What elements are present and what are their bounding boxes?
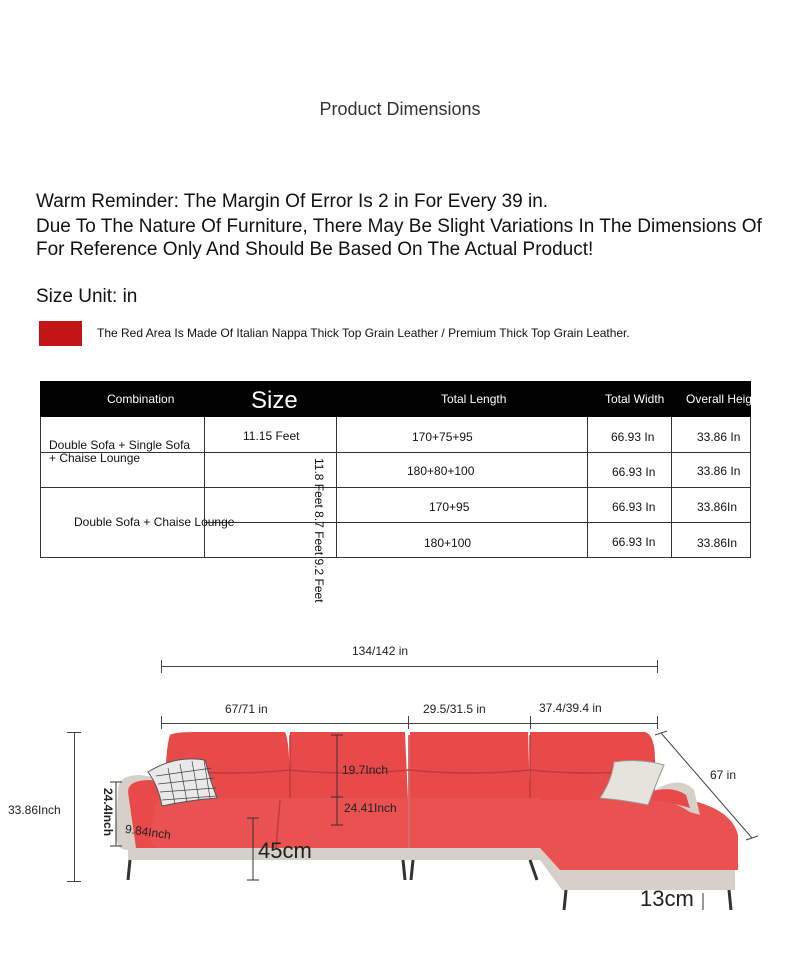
- backrest-3: [410, 732, 530, 800]
- header-total-length: Total Length: [441, 392, 507, 406]
- dim-overall-height: 33.86Inch: [8, 803, 61, 817]
- dim-seat-height: 24.41Inch: [344, 801, 397, 815]
- dim-tick: [408, 716, 409, 729]
- dim-chaise-seat: 37.4/39.4 in: [539, 701, 602, 715]
- table-cell-length: 170+95: [429, 500, 470, 514]
- dim-double-seat: 67/71 in: [225, 702, 268, 716]
- leather-color-swatch: [39, 321, 82, 346]
- page-title: Product Dimensions: [319, 99, 481, 119]
- header-total-width: Total Width: [605, 392, 665, 406]
- reminder-line-3: For Reference Only And Should Be Based On The Actual Product!: [36, 239, 594, 260]
- combination-group-1: Double Sofa + Single Sofa + Chaise Lounge: [49, 438, 191, 465]
- dim-tick: [657, 660, 658, 673]
- table-cell-length: 180+80+100: [407, 464, 475, 478]
- reminder-line-1: Warm Reminder: The Margin Of Error Is 2 in For Every 39 in.: [36, 191, 549, 212]
- warm-reminder: [36, 190, 762, 261]
- table-cell-length: 180+100: [424, 536, 472, 550]
- table-cell-height: 33.86 In: [697, 430, 741, 444]
- dim-leg-height-cm: 13cm: [640, 886, 694, 911]
- dim-tick: [161, 716, 162, 729]
- sofa-leg: [564, 890, 566, 910]
- reminder-line-2: Due To The Nature Of Furniture, There May Be Slight Variations In The Dimensions Of: [36, 216, 762, 237]
- sofa-leg: [729, 890, 731, 910]
- table-cell-width: 66.93 In: [612, 500, 656, 514]
- seat-cushion: [410, 798, 540, 848]
- dim-seat-depth-cm: 45cm: [258, 838, 312, 863]
- col-divider: [204, 417, 205, 557]
- col-divider: [336, 417, 337, 557]
- dim-line: [161, 666, 657, 667]
- table-cell-width: 66.93 In: [612, 465, 656, 479]
- dim-arm-width: 9.84Inch: [124, 821, 172, 843]
- table-cell-height: 33.86In: [697, 536, 738, 550]
- dim-tick: [657, 716, 658, 729]
- sofa-leg: [411, 860, 413, 880]
- dim-depth: 67 in: [710, 768, 737, 782]
- dim-tick: [161, 660, 162, 673]
- dim-arm-height: 24.4Inch: [101, 788, 115, 837]
- table-cell-width: 66.93 In: [611, 430, 655, 444]
- table-cell-height: 33.86 In: [697, 464, 741, 478]
- row-divider: [204, 522, 751, 523]
- size-feet: 11.15 Feet: [243, 429, 300, 443]
- leather-note: The Red Area Is Made Of Italian Nappa Thick Top Grain Leather / Premium Thick Top Grain Leather.: [97, 326, 630, 340]
- header-size: Size: [251, 387, 298, 414]
- col-divider: [671, 417, 672, 557]
- table-header: [40, 381, 751, 417]
- dim-back-height: 19.7Inch: [342, 763, 389, 777]
- row-divider: [40, 557, 751, 558]
- col-divider: [587, 417, 588, 557]
- row-divider: [40, 487, 751, 488]
- header-overall-height: Overall Heig: [686, 392, 753, 406]
- table-cell-height: 33.86In: [697, 500, 738, 514]
- size-feet-vertical: 11.8 Feet 8.7 Feet 9.2 Feet: [312, 458, 326, 603]
- sofa-leg: [403, 860, 405, 880]
- table-cell-width: 66.93 In: [612, 535, 656, 549]
- dim-tick: [530, 716, 531, 729]
- sofa-leg: [530, 860, 537, 880]
- header-combination: Combination: [107, 392, 175, 406]
- combination-group-2: Double Sofa + Chaise Lounge: [74, 515, 235, 529]
- dim-single-seat: 29.5/31.5 in: [423, 702, 486, 716]
- sofa-leg: [128, 860, 130, 880]
- chaise-lounge: [540, 800, 738, 870]
- col-divider: [750, 417, 751, 557]
- dim-total-width: 134/142 in: [352, 644, 409, 658]
- table-cell-length: 170+75+95: [412, 430, 473, 444]
- dim-line: [161, 723, 657, 724]
- col-divider: [40, 417, 41, 557]
- size-unit: Size Unit: in: [36, 286, 138, 307]
